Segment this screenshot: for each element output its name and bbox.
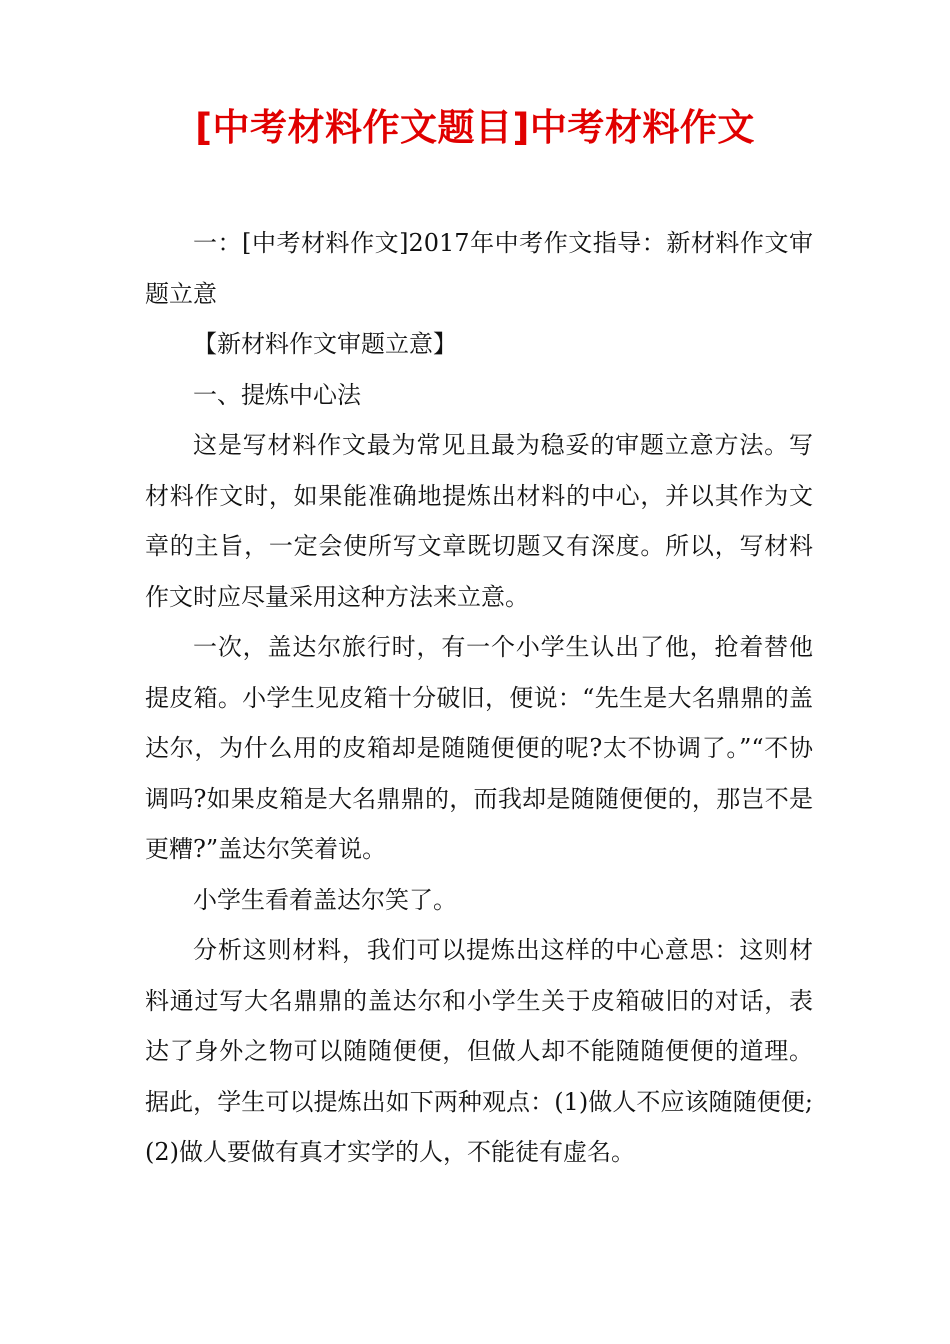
- paragraph-story-ending: 小学生看着盖达尔笑了。: [193, 885, 457, 914]
- paragraph-story: 一次，盖达尔旅行时，有一个小学生认出了他，抢着替他提皮箱。小学生见皮箱十分破旧，便说：“先生是大名鼎鼎的盖达尔，为什么用的皮箱却是随随便便的呢?太不协调了。”“不协调吗?如果皮箱是大名鼎鼎的，而我却是随随便便的，那岂不是更糟?”盖达尔笑着说。: [145, 633, 813, 863]
- paragraph-method-description: 这是写材料作文最为常见且最为稳妥的审题立意方法。写材料作文时，如果能准确地提炼出材料的中心，并以其作为文章的主旨，一定会使所写文章既切题又有深度。所以，写材料作文时应尽量采用这种方法来立意。: [145, 431, 813, 611]
- paragraph-method-title: 一、提炼中心法: [193, 380, 361, 409]
- document-title: [中考材料作文题目]中考材料作文: [195, 106, 755, 149]
- document-body: [145, 218, 813, 1178]
- paragraph-analysis: 分析这则材料，我们可以提炼出这样的中心意思：这则材料通过写大名鼎鼎的盖达尔和小学生关于皮箱破旧的对话，表达了身外之物可以随随便便，但做人却不能随随便便的道理。据此，学生可以提炼出如下两种观点：(1)做人不应该随随便便;(2)做人要做有真才实学的人，不能徒有虚名。: [145, 936, 813, 1166]
- paragraph-heading-intro: 一：[中考材料作文]2017年中考作文指导：新材料作文审题立意: [145, 229, 813, 308]
- paragraph-section-title: 【新材料作文审题立意】: [193, 330, 457, 358]
